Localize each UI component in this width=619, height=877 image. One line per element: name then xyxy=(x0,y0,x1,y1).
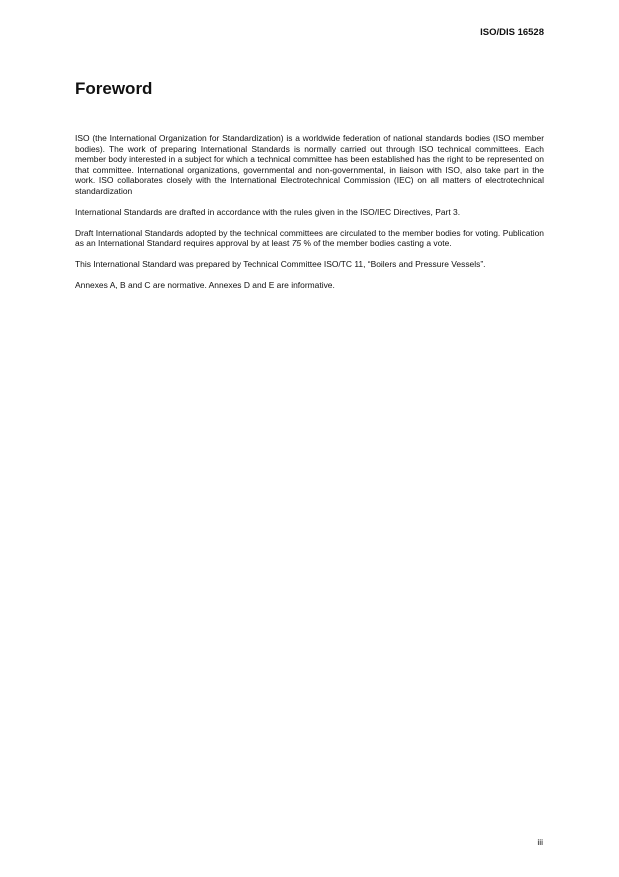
page-title: Foreword xyxy=(75,79,153,98)
foreword-body xyxy=(75,133,544,301)
paragraph-drafting-rules: International Standards are drafted in accordance with the rules given in the ISO/IEC Directives, Part 3. xyxy=(75,206,461,217)
voting-text-start: Draft International Standards adopted by the technical committees are circulated to the member bodies for voting. Publication as an International Standard requires approval by at least xyxy=(75,227,544,248)
paragraph-iso-intro: ISO (the International Organization for Standardization) is a worldwide federation of national standards bodies (ISO member bodies). The work of preparing International Standards is normally carried out through ISO technical committees. Each member body interested in a subject for which a technical committee has been established has the right to be represented on that committee. International organizations, governmental and non-governmental, in liaison with ISO, also take part in the work. ISO collaborates closely with the International Electrotechnical Commission (IEC) on all matters of electrotechnical standardization xyxy=(75,133,544,196)
document-id-header: ISO/DIS 16528 xyxy=(480,27,544,38)
paragraph-committee: This International Standard was prepared by Technical Committee ISO/TC 11, “Boilers and Pressure Vessels”. xyxy=(75,259,486,269)
approval-percentage: 75 xyxy=(291,238,302,248)
voting-text-end: % of the member bodies casting a vote. xyxy=(301,238,452,248)
paragraph-annexes: Annexes A, B and C are normative. Annexes D and E are informative. xyxy=(75,280,335,290)
paragraph-voting xyxy=(75,228,544,249)
page-number: iii xyxy=(537,837,543,847)
